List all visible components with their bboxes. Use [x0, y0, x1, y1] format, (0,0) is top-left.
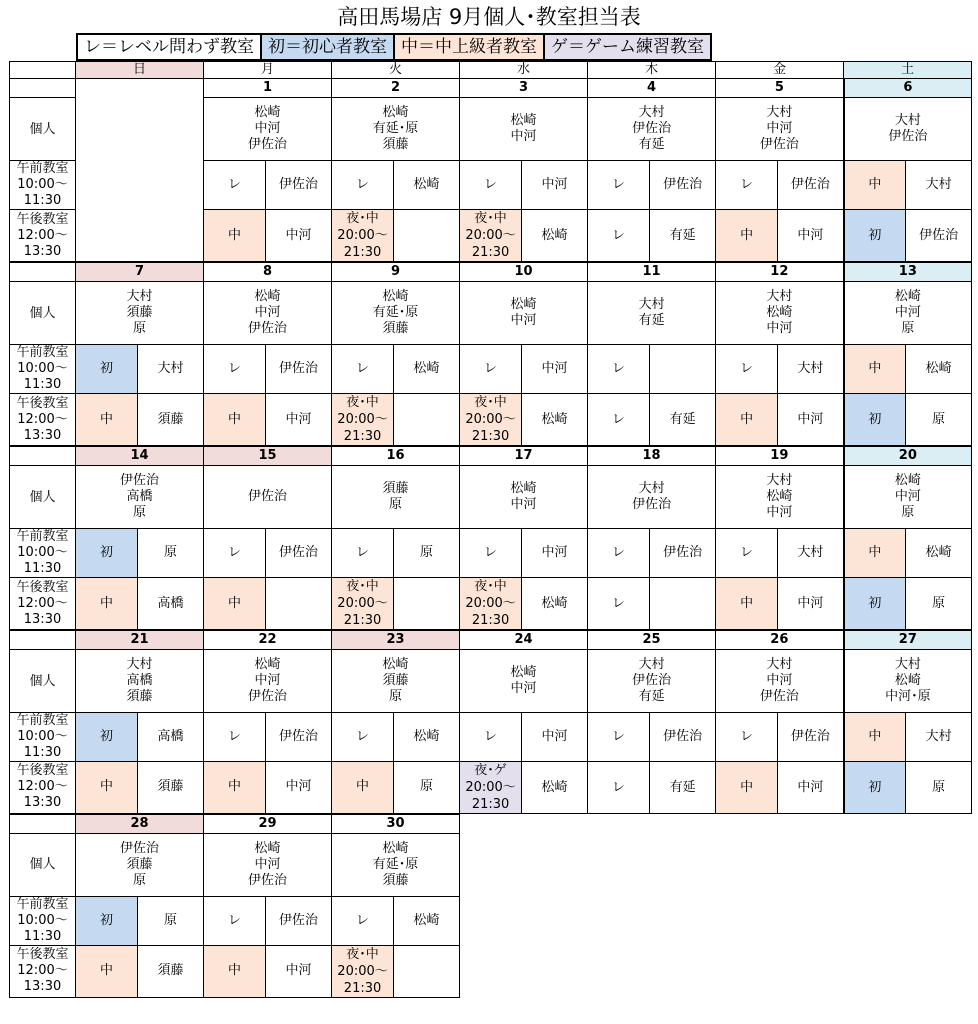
- empty-day: [76, 79, 204, 263]
- date-number: 4: [588, 79, 716, 98]
- am-teacher: 大村: [906, 161, 972, 210]
- personal-staff: 大村 須藤 原: [76, 282, 204, 345]
- am-teacher: 松崎: [394, 345, 460, 394]
- am-class-type: レ: [588, 161, 650, 210]
- am-teacher: 伊佐治: [778, 713, 844, 762]
- row-label-personal: 個人: [10, 466, 76, 529]
- am-class-type: レ: [460, 345, 522, 394]
- pm-class-type: レ: [588, 394, 650, 447]
- am-class-type: レ: [204, 896, 266, 945]
- empty-cell: [588, 814, 716, 834]
- empty-cell: [844, 945, 972, 997]
- pm-teacher: 原: [906, 394, 972, 447]
- am-class-type: レ: [716, 713, 778, 762]
- legend-item: レ＝レベル問わず教室: [76, 33, 260, 61]
- weekday-header: 月: [204, 62, 332, 79]
- pm-teacher: 有延: [650, 394, 716, 447]
- pm-class-type: 中: [204, 210, 266, 263]
- row-label-blank: [10, 446, 76, 466]
- personal-staff: 松崎 須藤 原: [332, 650, 460, 713]
- row-label-personal: 個人: [10, 833, 76, 896]
- date-number: 28: [76, 814, 204, 834]
- corner-cell: [10, 62, 76, 79]
- pm-teacher: [394, 578, 460, 631]
- am-teacher: 中河: [522, 713, 588, 762]
- am-class-type: レ: [716, 345, 778, 394]
- date-number: 29: [204, 814, 332, 834]
- date-number: 27: [844, 630, 972, 650]
- row-label-personal: 個人: [10, 98, 76, 161]
- date-number: 8: [204, 262, 332, 282]
- am-teacher: 原: [394, 529, 460, 578]
- weekday-header: 土: [844, 62, 972, 79]
- pm-teacher: 中河: [778, 762, 844, 814]
- am-class-type: 初: [76, 529, 138, 578]
- am-class-type: レ: [332, 345, 394, 394]
- personal-staff: 伊佐治 須藤 原: [76, 833, 204, 896]
- row-label-am: 午前教室 10:00～ 11:30: [10, 529, 76, 578]
- pm-teacher: 松崎: [522, 394, 588, 447]
- am-class-type: 中: [844, 345, 906, 394]
- pm-teacher: 有延: [650, 210, 716, 263]
- am-class-type: レ: [204, 345, 266, 394]
- am-class-type: レ: [332, 896, 394, 945]
- am-teacher: 伊佐治: [266, 896, 332, 945]
- date-number: 7: [76, 262, 204, 282]
- pm-class-type: レ: [588, 762, 650, 814]
- am-teacher: 原: [138, 896, 204, 945]
- am-class-type: レ: [204, 161, 266, 210]
- personal-staff: 大村 伊佐治 有延: [588, 650, 716, 713]
- pm-teacher: 中河: [266, 210, 332, 263]
- pm-class-type: 中: [76, 578, 138, 631]
- am-teacher: 伊佐治: [650, 529, 716, 578]
- date-number: 5: [716, 79, 844, 98]
- am-class-type: 初: [76, 896, 138, 945]
- legend-item: 初＝初心者教室: [260, 33, 393, 61]
- date-number: 18: [588, 446, 716, 466]
- personal-staff: 伊佐治 高橋 原: [76, 466, 204, 529]
- personal-staff: 松崎 中河: [460, 98, 588, 161]
- weekday-header: 火: [332, 62, 460, 79]
- pm-teacher: 中河: [266, 762, 332, 814]
- pm-teacher: 松崎: [522, 578, 588, 631]
- empty-cell: [844, 896, 972, 945]
- pm-teacher: 中河: [778, 578, 844, 631]
- pm-class-type: レ: [588, 210, 650, 263]
- am-teacher: 中河: [522, 529, 588, 578]
- date-number: 11: [588, 262, 716, 282]
- personal-staff: 大村 松崎 中河: [716, 466, 844, 529]
- pm-teacher: [394, 394, 460, 447]
- am-teacher: 松崎: [906, 529, 972, 578]
- pm-teacher: [394, 210, 460, 263]
- pm-class-type: 中: [76, 945, 138, 997]
- empty-cell: [460, 896, 588, 945]
- empty-cell: [844, 814, 972, 834]
- am-teacher: 伊佐治: [266, 713, 332, 762]
- empty-cell: [716, 833, 844, 896]
- weekday-header: 日: [76, 62, 204, 79]
- date-number: 26: [716, 630, 844, 650]
- pm-class-type: 夜･中 20:00～ 21:30: [332, 945, 394, 997]
- date-number: 3: [460, 79, 588, 98]
- date-number: 12: [716, 262, 844, 282]
- pm-teacher: 中河: [266, 394, 332, 447]
- date-number: 21: [76, 630, 204, 650]
- personal-staff: 松崎 中河: [460, 466, 588, 529]
- row-label-pm: 午後教室 12:00～ 13:30: [10, 762, 76, 814]
- pm-teacher: 原: [906, 578, 972, 631]
- pm-class-type: 夜･中 20:00～ 21:30: [332, 578, 394, 631]
- date-number: 17: [460, 446, 588, 466]
- row-label-blank: [10, 262, 76, 282]
- am-teacher: 伊佐治: [266, 345, 332, 394]
- am-teacher: 松崎: [394, 161, 460, 210]
- pm-class-type: レ: [588, 578, 650, 631]
- am-class-type: 中: [844, 529, 906, 578]
- personal-staff: 大村 松崎 中河: [716, 282, 844, 345]
- date-number: 22: [204, 630, 332, 650]
- pm-teacher: 松崎: [522, 762, 588, 814]
- am-class-type: レ: [332, 161, 394, 210]
- am-teacher: 松崎: [394, 896, 460, 945]
- am-class-type: レ: [332, 713, 394, 762]
- pm-class-type: 夜･中 20:00～ 21:30: [332, 394, 394, 447]
- pm-class-type: 中: [204, 945, 266, 997]
- am-teacher: 伊佐治: [778, 161, 844, 210]
- am-teacher: 中河: [522, 345, 588, 394]
- pm-class-type: 夜･中 20:00～ 21:30: [332, 210, 394, 263]
- row-label-pm: 午後教室 12:00～ 13:30: [10, 394, 76, 447]
- pm-class-type: 夜･中 20:00～ 21:30: [460, 210, 522, 263]
- personal-staff: 松崎 中河 伊佐治: [204, 650, 332, 713]
- am-class-type: レ: [204, 713, 266, 762]
- weekday-header: 木: [588, 62, 716, 79]
- am-class-type: レ: [460, 529, 522, 578]
- date-number: 10: [460, 262, 588, 282]
- date-number: 6: [844, 79, 972, 98]
- pm-teacher: 須藤: [138, 945, 204, 997]
- pm-class-type: 初: [844, 210, 906, 263]
- am-class-type: レ: [204, 529, 266, 578]
- date-number: 25: [588, 630, 716, 650]
- weekday-header: 水: [460, 62, 588, 79]
- pm-teacher: 松崎: [522, 210, 588, 263]
- empty-cell: [460, 814, 588, 834]
- personal-staff: 大村 中河 伊佐治: [716, 650, 844, 713]
- am-teacher: 伊佐治: [266, 529, 332, 578]
- date-number: 2: [332, 79, 460, 98]
- empty-cell: [460, 945, 588, 997]
- personal-staff: 松崎 有延･原 須藤: [332, 833, 460, 896]
- row-label-am: 午前教室 10:00～ 11:30: [10, 161, 76, 210]
- row-label-am: 午前教室 10:00～ 11:30: [10, 713, 76, 762]
- personal-staff: 松崎 中河 原: [844, 282, 972, 345]
- pm-teacher: 中河: [266, 945, 332, 997]
- personal-staff: 大村 中河 伊佐治: [716, 98, 844, 161]
- row-label-am: 午前教室 10:00～ 11:30: [10, 896, 76, 945]
- date-number: 30: [332, 814, 460, 834]
- pm-teacher: [650, 578, 716, 631]
- row-label-pm: 午後教室 12:00～ 13:30: [10, 210, 76, 263]
- pm-class-type: 中: [204, 578, 266, 631]
- row-label-blank: [10, 79, 76, 98]
- pm-teacher: 伊佐治: [906, 210, 972, 263]
- empty-cell: [460, 833, 588, 896]
- am-class-type: 中: [844, 161, 906, 210]
- am-class-type: 初: [76, 345, 138, 394]
- empty-cell: [844, 833, 972, 896]
- am-teacher: 伊佐治: [266, 161, 332, 210]
- pm-teacher: 中河: [778, 394, 844, 447]
- row-label-am: 午前教室 10:00～ 11:30: [10, 345, 76, 394]
- am-class-type: レ: [716, 529, 778, 578]
- personal-staff: 大村 伊佐治: [588, 466, 716, 529]
- empty-cell: [588, 833, 716, 896]
- row-label-blank: [10, 630, 76, 650]
- pm-class-type: 夜･中 20:00～ 21:30: [460, 578, 522, 631]
- empty-cell: [716, 945, 844, 997]
- date-number: 1: [204, 79, 332, 98]
- pm-class-type: 中: [204, 394, 266, 447]
- personal-staff: 松崎 中河 原: [844, 466, 972, 529]
- date-number: 24: [460, 630, 588, 650]
- pm-class-type: 中: [76, 394, 138, 447]
- date-number: 23: [332, 630, 460, 650]
- calendar-table: [9, 61, 972, 998]
- am-teacher: 高橋: [138, 713, 204, 762]
- pm-teacher: [394, 945, 460, 997]
- am-class-type: レ: [716, 161, 778, 210]
- am-teacher: 伊佐治: [650, 713, 716, 762]
- legend-item: 中＝中上級者教室: [393, 33, 543, 61]
- row-label-pm: 午後教室 12:00～ 13:30: [10, 578, 76, 631]
- personal-staff: 松崎 有延･原 須藤: [332, 98, 460, 161]
- legend-item: ゲ＝ゲーム練習教室: [543, 33, 712, 61]
- am-teacher: 大村: [778, 345, 844, 394]
- pm-teacher: 原: [906, 762, 972, 814]
- personal-staff: 松崎 中河 伊佐治: [204, 833, 332, 896]
- am-teacher: 大村: [138, 345, 204, 394]
- date-number: 20: [844, 446, 972, 466]
- date-number: 14: [76, 446, 204, 466]
- date-number: 19: [716, 446, 844, 466]
- pm-teacher: 原: [394, 762, 460, 814]
- am-class-type: レ: [588, 345, 650, 394]
- empty-cell: [588, 896, 716, 945]
- am-teacher: 松崎: [394, 713, 460, 762]
- am-class-type: レ: [332, 529, 394, 578]
- pm-teacher: 須藤: [138, 394, 204, 447]
- personal-staff: 須藤 原: [332, 466, 460, 529]
- row-label-personal: 個人: [10, 282, 76, 345]
- am-class-type: レ: [588, 529, 650, 578]
- legend: [76, 33, 712, 61]
- pm-class-type: 中: [332, 762, 394, 814]
- personal-staff: 松崎 中河: [460, 650, 588, 713]
- pm-teacher: 須藤: [138, 762, 204, 814]
- am-class-type: 中: [844, 713, 906, 762]
- pm-class-type: 初: [844, 394, 906, 447]
- pm-class-type: 夜･ゲ 20:00～ 21:30: [460, 762, 522, 814]
- am-class-type: レ: [460, 161, 522, 210]
- am-class-type: レ: [460, 713, 522, 762]
- pm-class-type: 中: [716, 578, 778, 631]
- am-teacher: 大村: [906, 713, 972, 762]
- am-class-type: レ: [588, 713, 650, 762]
- personal-staff: 大村 伊佐治 有延: [588, 98, 716, 161]
- pm-class-type: 中: [204, 762, 266, 814]
- pm-class-type: 中: [76, 762, 138, 814]
- pm-class-type: 中: [716, 394, 778, 447]
- personal-staff: 大村 伊佐治: [844, 98, 972, 161]
- pm-class-type: 夜･中 20:00～ 21:30: [460, 394, 522, 447]
- am-teacher: 中河: [522, 161, 588, 210]
- pm-teacher: 有延: [650, 762, 716, 814]
- date-number: 15: [204, 446, 332, 466]
- personal-staff: 松崎 有延･原 須藤: [332, 282, 460, 345]
- am-teacher: 原: [138, 529, 204, 578]
- pm-teacher: 中河: [778, 210, 844, 263]
- empty-cell: [588, 945, 716, 997]
- page-title: 高田馬場店 9月個人･教室担当表: [337, 5, 641, 29]
- pm-teacher: [266, 578, 332, 631]
- personal-staff: 伊佐治: [204, 466, 332, 529]
- personal-staff: 大村 有延: [588, 282, 716, 345]
- row-label-personal: 個人: [10, 650, 76, 713]
- empty-cell: [716, 896, 844, 945]
- am-teacher: 大村: [778, 529, 844, 578]
- date-number: 9: [332, 262, 460, 282]
- personal-staff: 大村 高橋 須藤: [76, 650, 204, 713]
- pm-class-type: 初: [844, 578, 906, 631]
- pm-class-type: 初: [844, 762, 906, 814]
- personal-staff: 松崎 中河 伊佐治: [204, 282, 332, 345]
- empty-cell: [716, 814, 844, 834]
- personal-staff: 大村 松崎 中河･原: [844, 650, 972, 713]
- date-number: 13: [844, 262, 972, 282]
- am-teacher: 松崎: [906, 345, 972, 394]
- personal-staff: 松崎 中河: [460, 282, 588, 345]
- date-number: 16: [332, 446, 460, 466]
- am-teacher: 伊佐治: [650, 161, 716, 210]
- pm-teacher: 高橋: [138, 578, 204, 631]
- row-label-pm: 午後教室 12:00～ 13:30: [10, 945, 76, 997]
- pm-class-type: 中: [716, 210, 778, 263]
- row-label-blank: [10, 814, 76, 834]
- am-teacher: [650, 345, 716, 394]
- pm-class-type: 中: [716, 762, 778, 814]
- am-class-type: 初: [76, 713, 138, 762]
- weekday-header: 金: [716, 62, 844, 79]
- personal-staff: 松崎 中河 伊佐治: [204, 98, 332, 161]
